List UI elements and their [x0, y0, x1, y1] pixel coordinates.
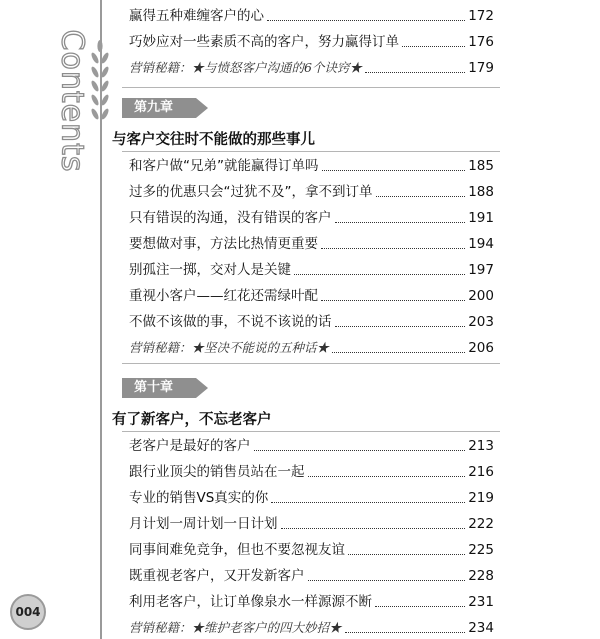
toc-entry[interactable] — [129, 257, 494, 279]
toc-entry-title: 过多的优惠只会“过犹不及”，拿不到订单 — [129, 184, 373, 200]
toc-entry-page: 225 — [468, 542, 494, 558]
toc-entry-page: 219 — [468, 490, 494, 506]
toc-entry-page: 197 — [468, 262, 494, 278]
dot-leader — [271, 501, 465, 503]
dot-leader — [332, 351, 465, 353]
toc-entry-title: 营销秘籍：★与愤怒客户沟通的6个诀窍★ — [129, 60, 362, 75]
dot-leader — [365, 71, 465, 73]
toc-entry-title: 赢得五种难缠客户的心 — [129, 8, 264, 24]
toc-entry[interactable] — [129, 563, 494, 585]
dot-leader — [321, 247, 465, 249]
toc-entry[interactable] — [129, 485, 494, 507]
chapter-tab — [122, 98, 208, 118]
toc-entry-page: 234 — [468, 620, 494, 636]
toc-entry[interactable] — [129, 309, 494, 331]
toc-entry-title: 同事间难免竞争，但也不要忽视友谊 — [129, 542, 345, 558]
toc-entry-title: 只有错误的沟通，没有错误的客户 — [129, 210, 332, 226]
section-divider — [122, 431, 500, 432]
toc-entry-title: 既重视老客户，又开发新客户 — [129, 568, 305, 584]
toc-entry[interactable] — [129, 459, 494, 481]
toc-entry-title: 老客户是最好的客户 — [129, 438, 251, 454]
toc-entry-title: 重视小客户——红花还需绿叶配 — [129, 288, 318, 304]
toc-entry-page: 194 — [468, 236, 494, 252]
dot-leader — [402, 45, 465, 47]
toc-entry-page: 191 — [468, 210, 494, 226]
toc-entry-page: 231 — [468, 594, 494, 610]
toc-entry-page: 228 — [468, 568, 494, 584]
toc-entry-title: 别孤注一掷，交对人是关键 — [129, 262, 291, 278]
toc-entry[interactable] — [129, 511, 494, 533]
toc-entry-page: 206 — [468, 340, 494, 356]
toc-entry-page: 203 — [468, 314, 494, 330]
dot-leader — [281, 527, 466, 529]
toc-entry-page: 213 — [468, 438, 494, 454]
toc-entry-page: 222 — [468, 516, 494, 532]
dot-leader — [308, 475, 466, 477]
page-number-badge: 004 — [10, 594, 46, 630]
toc-entry[interactable] — [129, 537, 494, 559]
toc-entry-page: 188 — [468, 184, 494, 200]
toc-entry[interactable] — [129, 231, 494, 253]
toc-entry-title: 利用老客户，让订单像泉水一样源源不断 — [129, 594, 372, 610]
contents-heading: Contents — [54, 29, 90, 173]
toc-entry[interactable] — [129, 179, 494, 201]
dot-leader — [375, 605, 465, 607]
toc-entry-page: 216 — [468, 464, 494, 480]
toc-entry-title: 营销秘籍：★维护老客户的四大妙招★ — [129, 620, 342, 635]
dot-leader — [308, 579, 466, 581]
toc-entry[interactable] — [129, 433, 494, 455]
chapter-tab — [122, 378, 208, 398]
dot-leader — [345, 631, 466, 633]
toc-entry[interactable] — [129, 3, 494, 25]
toc-entry[interactable] — [129, 55, 494, 77]
chapter-title: 有了新客户，不忘老客户 — [112, 412, 272, 428]
dot-leader — [322, 169, 466, 171]
toc-entry-title: 营销秘籍：★坚决不能说的五种话★ — [129, 340, 330, 355]
dot-leader — [335, 325, 466, 327]
dot-leader — [335, 221, 466, 223]
dot-leader — [294, 273, 465, 275]
toc-entry-title: 月计划一周计划一日计划 — [129, 516, 278, 532]
toc-entry-title: 和客户做“兄弟”就能赢得订单吗 — [129, 158, 319, 174]
toc-entry[interactable] — [129, 283, 494, 305]
chapter-title: 与客户交往时不能做的那些事儿 — [112, 132, 315, 148]
wheat-icon — [86, 40, 114, 190]
toc-entry-title: 巧妙应对一些素质不高的客户，努力赢得订单 — [129, 34, 399, 50]
toc-entry-title: 专业的销售VS真实的你 — [129, 490, 269, 506]
chapter-label: 第十章 — [134, 380, 174, 395]
dot-leader — [376, 195, 466, 197]
toc-entry[interactable] — [129, 589, 494, 611]
dot-leader — [267, 19, 465, 21]
toc-entry-title: 要想做对事，方法比热情更重要 — [129, 236, 318, 252]
toc-entry[interactable] — [129, 205, 494, 227]
toc-entry[interactable] — [129, 615, 494, 637]
toc-entry-title: 不做不该做的事，不说不该说的话 — [129, 314, 332, 330]
toc-entry[interactable] — [129, 335, 494, 357]
dot-leader — [321, 299, 465, 301]
dot-leader — [254, 449, 466, 451]
toc-entry[interactable] — [129, 29, 494, 51]
toc-entry-page: 172 — [468, 8, 494, 24]
dot-leader — [348, 553, 465, 555]
section-divider — [122, 151, 500, 152]
toc-entry-page: 185 — [468, 158, 494, 174]
section-divider — [122, 363, 500, 364]
chapter-label: 第九章 — [134, 100, 174, 115]
toc-entry-page: 200 — [468, 288, 494, 304]
toc-entry-title: 跟行业顶尖的销售员站在一起 — [129, 464, 305, 480]
toc-entry[interactable] — [129, 153, 494, 175]
toc-entry-page: 176 — [468, 34, 494, 50]
section-divider — [122, 87, 500, 88]
toc-entry-page: 179 — [468, 60, 494, 76]
